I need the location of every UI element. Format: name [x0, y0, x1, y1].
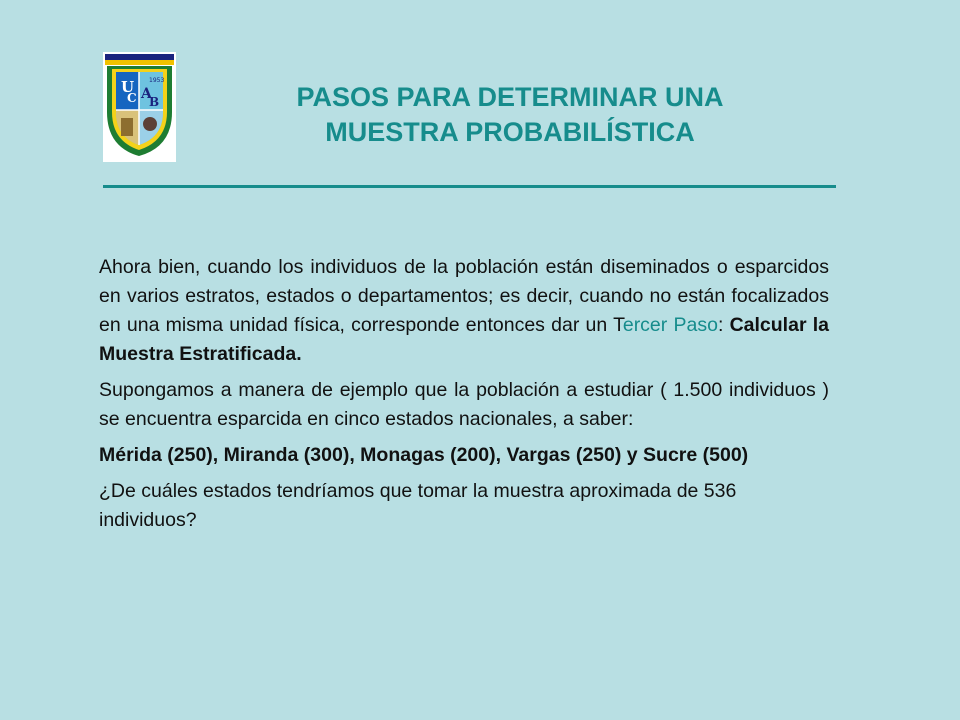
title-line-2: MUESTRA PROBABILÍSTICA [325, 117, 695, 147]
svg-text:C: C [127, 91, 137, 105]
paragraph-example: Supongamos a manera de ejemplo que la población a estudiar ( 1.500 individuos ) se encuentra esparcida en cinco estados nacionales, a saber: [99, 379, 829, 430]
paragraph-states-list: Mérida (250), Miranda (300), Monagas (200), Vargas (250) y Sucre (500) [99, 444, 749, 466]
paragraph-intro [99, 253, 829, 369]
paragraph-question: ¿De cuáles estados tendríamos que tomar la muestra aproximada de 536 individuos? [99, 480, 737, 531]
paragraph-intro-text: Ahora bien, cuando los individuos de la población están diseminados o esparcidos en varios estratos, estados o departamentos; es decir, cuando no están focalizados en una misma unidad física, corresponde entonces dar un [99, 256, 829, 336]
svg-text:B: B [149, 95, 160, 109]
svg-text:1953: 1953 [149, 77, 165, 84]
title-line-1: PASOS PARA DETERMINAR UNA [296, 82, 724, 112]
title-divider [103, 185, 836, 188]
step-colon: : [717, 314, 730, 336]
step-letter-t: T [613, 314, 623, 336]
step-label: ercer Paso [622, 314, 718, 336]
svg-text:U: U [121, 78, 135, 96]
svg-text:A: A [141, 86, 152, 102]
slide-title [200, 80, 820, 150]
university-crest-icon [103, 52, 176, 162]
step-emphasis: Calcular la Muestra Estratificada. [99, 314, 830, 365]
slide-body [99, 253, 829, 542]
university-crest-logo [103, 52, 176, 162]
